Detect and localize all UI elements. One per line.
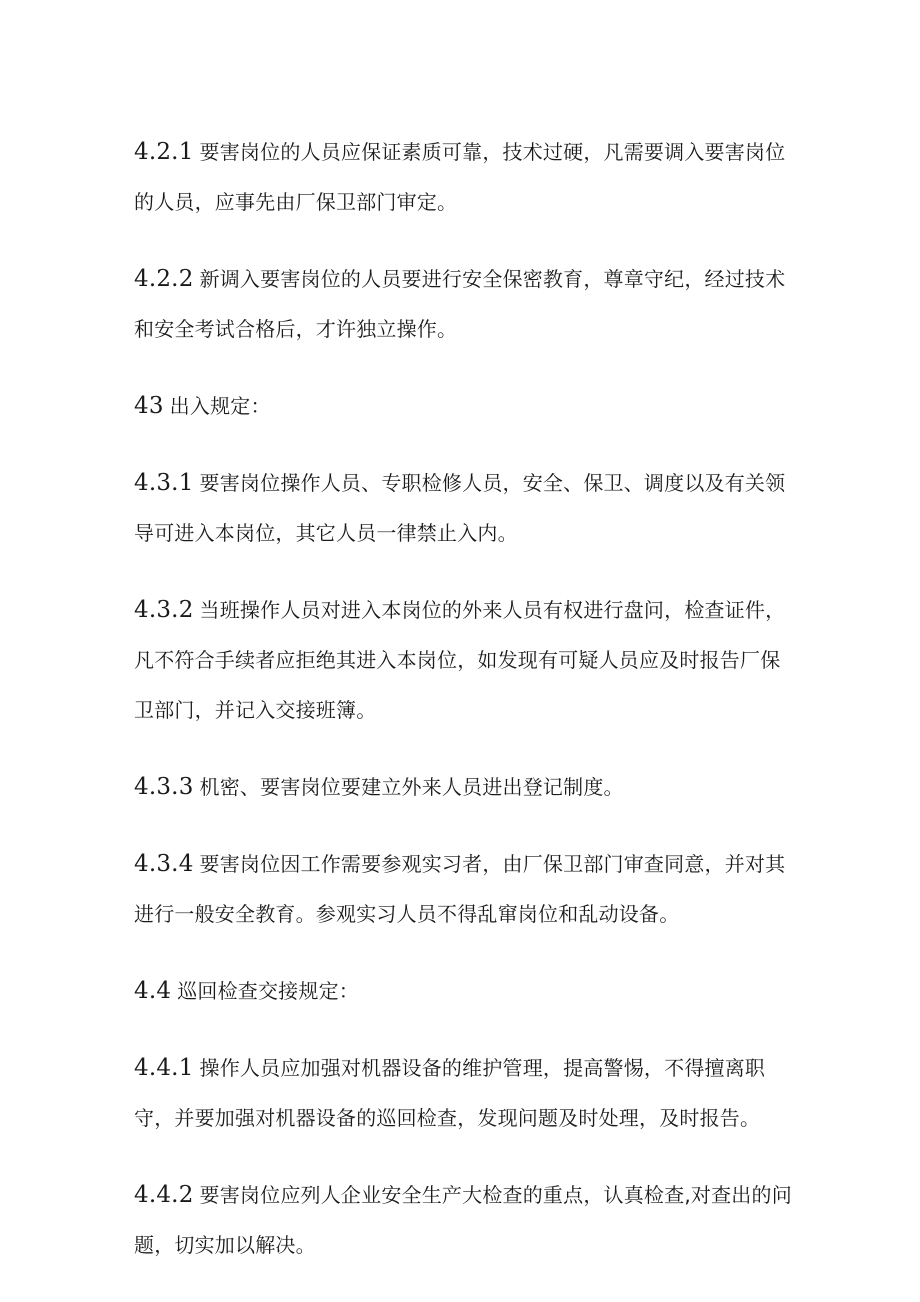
paragraph-4-3-2: [134, 585, 794, 735]
paragraph-text: 机密、要害岗位要建立外来人员进出登记制度。: [199, 775, 624, 799]
section-number: 4.4: [134, 978, 172, 1004]
section-number: 4.2.1: [134, 139, 194, 165]
paragraph-4-4-2: [134, 1170, 794, 1270]
heading-4-3: [134, 381, 794, 431]
paragraph-4-3-1: [134, 458, 794, 558]
paragraph-text: 要害岗位的人员应保证素质可靠，技术过硬，凡需要调入要害岗位的人员，应事先由厂保卫部门审定。: [134, 140, 786, 214]
heading-text: 巡回检查交接规定：: [177, 979, 359, 1003]
paragraph-text: 操作人员应加强对机器设备的维护管理，提高警惕，不得擅离职守，并要加强对机器设备的巡回检查，发现问题及时处理，及时报告。: [134, 1056, 766, 1130]
heading-text: 出入规定：: [169, 394, 271, 418]
paragraph-4-4-1: [134, 1043, 794, 1143]
document-body: [134, 127, 794, 1297]
paragraph-4-3-3: [134, 762, 794, 812]
paragraph-4-3-4: [134, 839, 794, 939]
paragraph-text: 当班操作人员对进入本岗位的外来人员有权进行盘问，检查证件，凡不符合手续者应拒绝其进入本岗位，如发现有可疑人员应及时报告厂保卫部门，并记入交接班簿。: [134, 598, 786, 722]
section-number: 4.3.4: [134, 851, 194, 877]
paragraph-text: 要害岗位应列人企业安全生产大检查的重点，认真检查,对查出的问题，切实加以解决。: [134, 1183, 792, 1257]
paragraph-text: 要害岗位因工作需要参观实习者，由厂保卫部门审查同意，并对其进行一般安全教育。参观实习人员不得乱窜岗位和乱动设备。: [134, 852, 786, 926]
paragraph-4-2-1: [134, 127, 794, 227]
section-number: 4.3.3: [134, 774, 194, 800]
section-number: 4.2.2: [134, 266, 194, 292]
paragraph-text: 要害岗位操作人员、专职检修人员，安全、保卫、调度以及有关领导可进入本岗位，其它人员一律禁止入内。: [134, 471, 786, 545]
paragraph-text: 新调入要害岗位的人员要进行安全保密教育，尊章守纪，经过技术和安全考试合格后，才许独立操作。: [134, 267, 786, 341]
section-number: 4.3.2: [134, 597, 194, 623]
section-number: 4.4.1: [134, 1055, 194, 1081]
section-number: 4.4.2: [134, 1182, 194, 1208]
section-number: 43: [134, 393, 164, 419]
heading-4-4: [134, 966, 794, 1016]
section-number: 4.3.1: [134, 470, 194, 496]
paragraph-4-2-2: [134, 254, 794, 354]
